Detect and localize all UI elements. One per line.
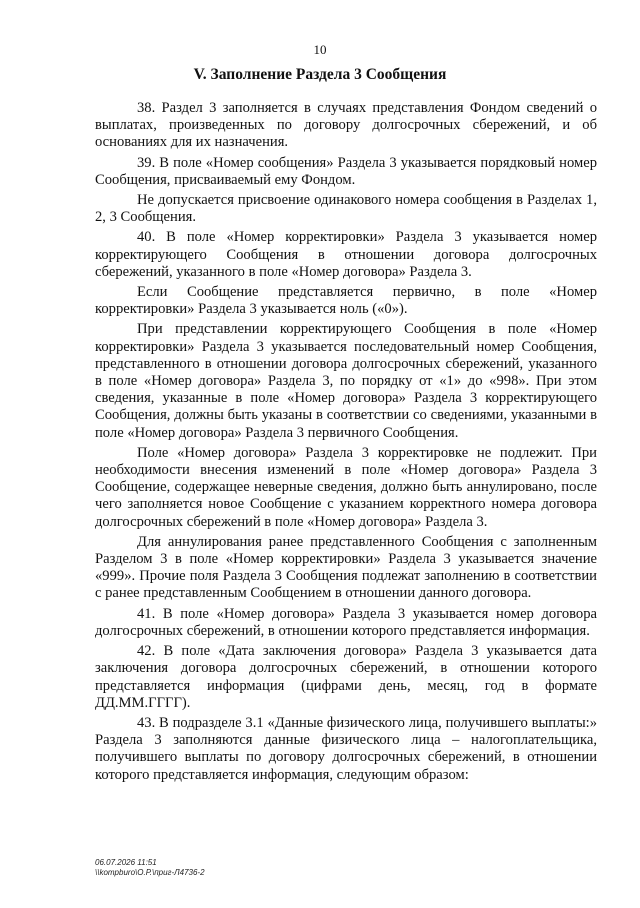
- paragraph-40-annulment: Для аннулирования ранее представленного Сообщения с заполненным Разделом 3 в поле «Номер корректировки» Раздела 3 указывается значение «999». Прочие поля Раздела 3 Сообщения подлежат заполнению в соответствии с ранее представленным Сообщением в отношении данного договора.: [95, 533, 597, 602]
- paragraph-40: 40. В поле «Номер корректировки» Раздела 3 указывается номер корректирующего Сообщения в отношении договора долгосрочных сбережений, указанного в поле «Номер договора» Раздела 3.: [95, 229, 597, 280]
- paragraph-39: 39. В поле «Номер сообщения» Раздела 3 указывается порядковый номер Сообщения, присваиваемый ему Фондом.: [95, 154, 597, 188]
- paragraph-42: 42. В поле «Дата заключения договора» Раздела 3 указывается дата заключения договора долгосрочных сбережений, в отношении которого представляется информация (цифрами день, месяц, год в формате ДД.ММ.ГГГГ).: [95, 643, 597, 711]
- paragraph-38: 38. Раздел 3 заполняется в случаях представления Фондом сведений о выплатах, произведенных по договору долгосрочных сбережений, и об основаниях для их назначения.: [95, 100, 597, 151]
- document-footer: [95, 858, 205, 878]
- page-number: 10: [313, 42, 327, 57]
- paragraph-43: 43. В подразделе 3.1 «Данные физического лица, получившего выплаты:» Раздела 3 заполняются данные физического лица – налогоплательщика, получившего выплаты по договору долгосрочных сбережений, в отношении которого представляется информация, следующим образом:: [95, 714, 597, 783]
- paragraph-40-primary: Если Сообщение представляется первично, в поле «Номер корректировки» Раздела 3 указывается ноль («0»).: [95, 284, 597, 318]
- section-title: V. Заполнение Раздела 3 Сообщения: [193, 66, 447, 83]
- paragraph-40-corrective: При представлении корректирующего Сообщения в поле «Номер корректировки» Раздела 3 указывается последовательный номер Сообщения, представленного в отношении договора долгосрочных сбережений, указанного в поле «Номер договора» Раздела 3, по порядку от «1» до «998». При этом сведения, указанные в поле «Номер договора» Раздела 3 корректирующего Сообщения, должны быть указаны в соответствии со сведениями, указанными в поле «Номер договора» Раздела 3 первичного Сообщения.: [95, 321, 597, 441]
- paragraph-40-contract-number: Поле «Номер договора» Раздела 3 корректировке не подлежит. При необходимости внесения изменений в поле «Номер договора» Раздела 3 Сообщение, содержащее неверные сведения, должно быть аннулировано, после чего заполняется новое Сообщение с указанием корректного номера договора долгосрочных сбережений в поле «Номер договора» Раздела 3.: [95, 444, 597, 530]
- paragraph-39-note: Не допускается присвоение одинакового номера сообщения в Разделах 1, 2, 3 Сообщения.: [95, 192, 597, 226]
- footer-file-path: \\kompburo\О.Р.\приг-Л4736-2: [95, 868, 205, 877]
- document-body: [95, 100, 597, 787]
- paragraph-41: 41. В поле «Номер договора» Раздела 3 указывается номер договора долгосрочных сбережений, в отношении которого представляется информация.: [95, 605, 597, 639]
- footer-timestamp: 06.07.2026 11:51: [95, 858, 157, 867]
